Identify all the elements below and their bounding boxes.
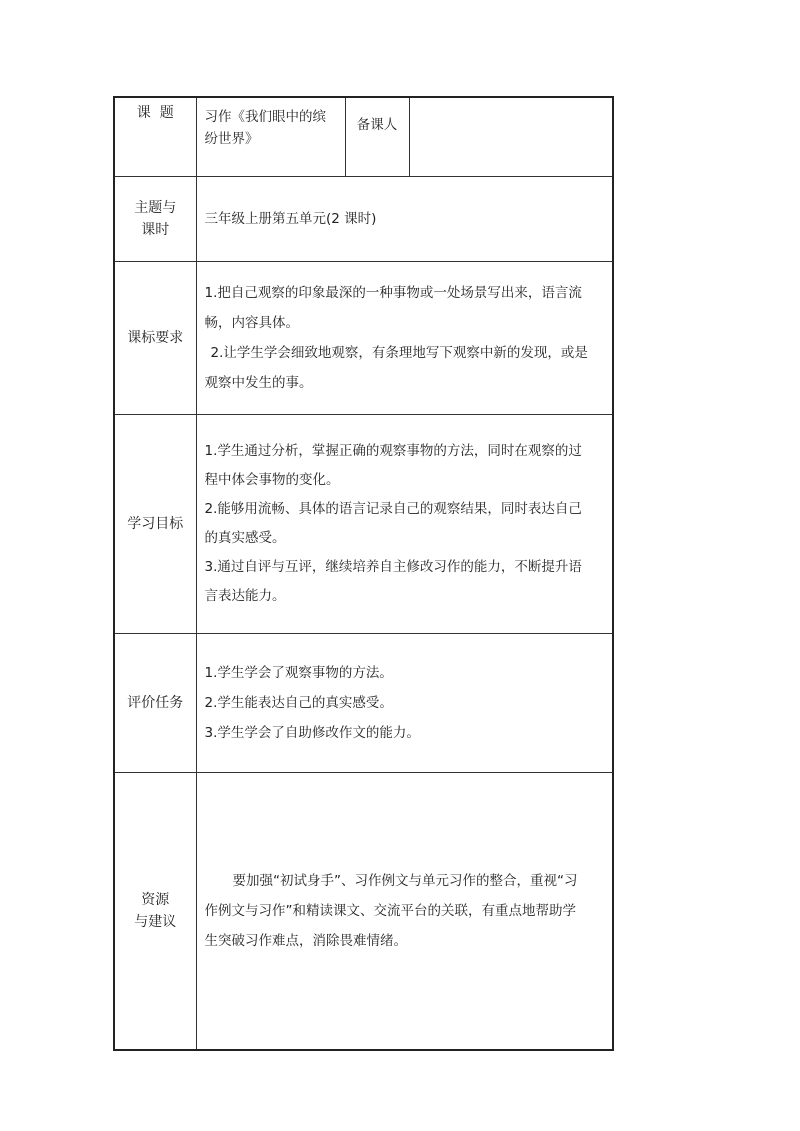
objective-line-3: 2.能够用流畅、具体的语言记录自己的观察结果，同时表达自己 (204, 501, 582, 517)
curriculum-requirements-content (196, 262, 613, 415)
row-curriculum-requirements (114, 262, 613, 415)
requirement-line-2: 畅，内容具体。 (204, 315, 299, 331)
resources-suggestions-content (196, 773, 613, 1051)
evaluation-line-3: 3.学生学会了自助修改作文的能力。 (204, 725, 420, 741)
topic-value (196, 97, 345, 177)
theme-period-label-line-2: 课时 (141, 222, 170, 238)
topic-line-1: 习作《我们眼中的缤 (204, 109, 326, 125)
suggestion-line-3: 生突破习作难点，消除畏难情绪。 (204, 933, 407, 949)
lesson-plan-table (113, 96, 614, 1051)
evaluation-line-2: 2.学生能表达自己的真实感受。 (204, 695, 393, 711)
objective-line-1: 1.学生通过分析，掌握正确的观察事物的方法，同时在观察的过 (204, 443, 582, 459)
preparer-value (409, 97, 613, 177)
learning-objectives-content (196, 415, 613, 634)
lesson-plan-sheet (113, 96, 612, 997)
curriculum-requirements-label: 课标要求 (114, 262, 196, 415)
theme-period-text: 三年级上册第五单元(2 课时) (204, 211, 377, 227)
evaluation-tasks-label: 评价任务 (114, 634, 196, 773)
objective-line-4: 的真实感受。 (204, 530, 286, 546)
resources-label-line-2: 与建议 (134, 914, 177, 930)
evaluation-line-1: 1.学生学会了观察事物的方法。 (204, 665, 393, 681)
requirement-line-3: 2.让学生学会细致地观察，有条理地写下观察中新的发现，或是 (210, 345, 588, 361)
topic-line-2: 纷世界》 (204, 131, 259, 147)
objective-line-5: 3.通过自评与互评，继续培养自主修改习作的能力，不断提升语 (204, 559, 582, 575)
learning-objectives-label: 学习目标 (114, 415, 196, 634)
row-theme-period (114, 177, 613, 262)
requirement-line-1: 1.把自己观察的印象最深的一种事物或一处场景写出来，语言流 (204, 285, 582, 301)
objective-line-2: 程中体会事物的变化。 (204, 472, 340, 488)
row-resources-suggestions (114, 773, 613, 1051)
objective-line-6: 言表达能力。 (204, 588, 286, 604)
theme-period-label-line-1: 主题与 (134, 200, 177, 216)
row-evaluation-tasks (114, 634, 613, 773)
row-topic (114, 97, 613, 177)
resources-suggestions-label (114, 773, 196, 1051)
preparer-label: 备课人 (345, 97, 409, 177)
theme-period-label (114, 177, 196, 262)
evaluation-tasks-content (196, 634, 613, 773)
requirement-line-4: 观察中发生的事。 (204, 375, 313, 391)
suggestion-line-2: 作例文与习作”和精读课文、交流平台的关联，有重点地帮助学 (204, 903, 576, 919)
suggestion-line-1: 要加强“初试身手”、习作例文与单元习作的整合，重视“习 (232, 873, 578, 889)
resources-label-line-1: 资源 (141, 892, 170, 908)
topic-label: 课 题 (114, 97, 196, 177)
theme-period-value (196, 177, 613, 262)
row-learning-objectives (114, 415, 613, 634)
